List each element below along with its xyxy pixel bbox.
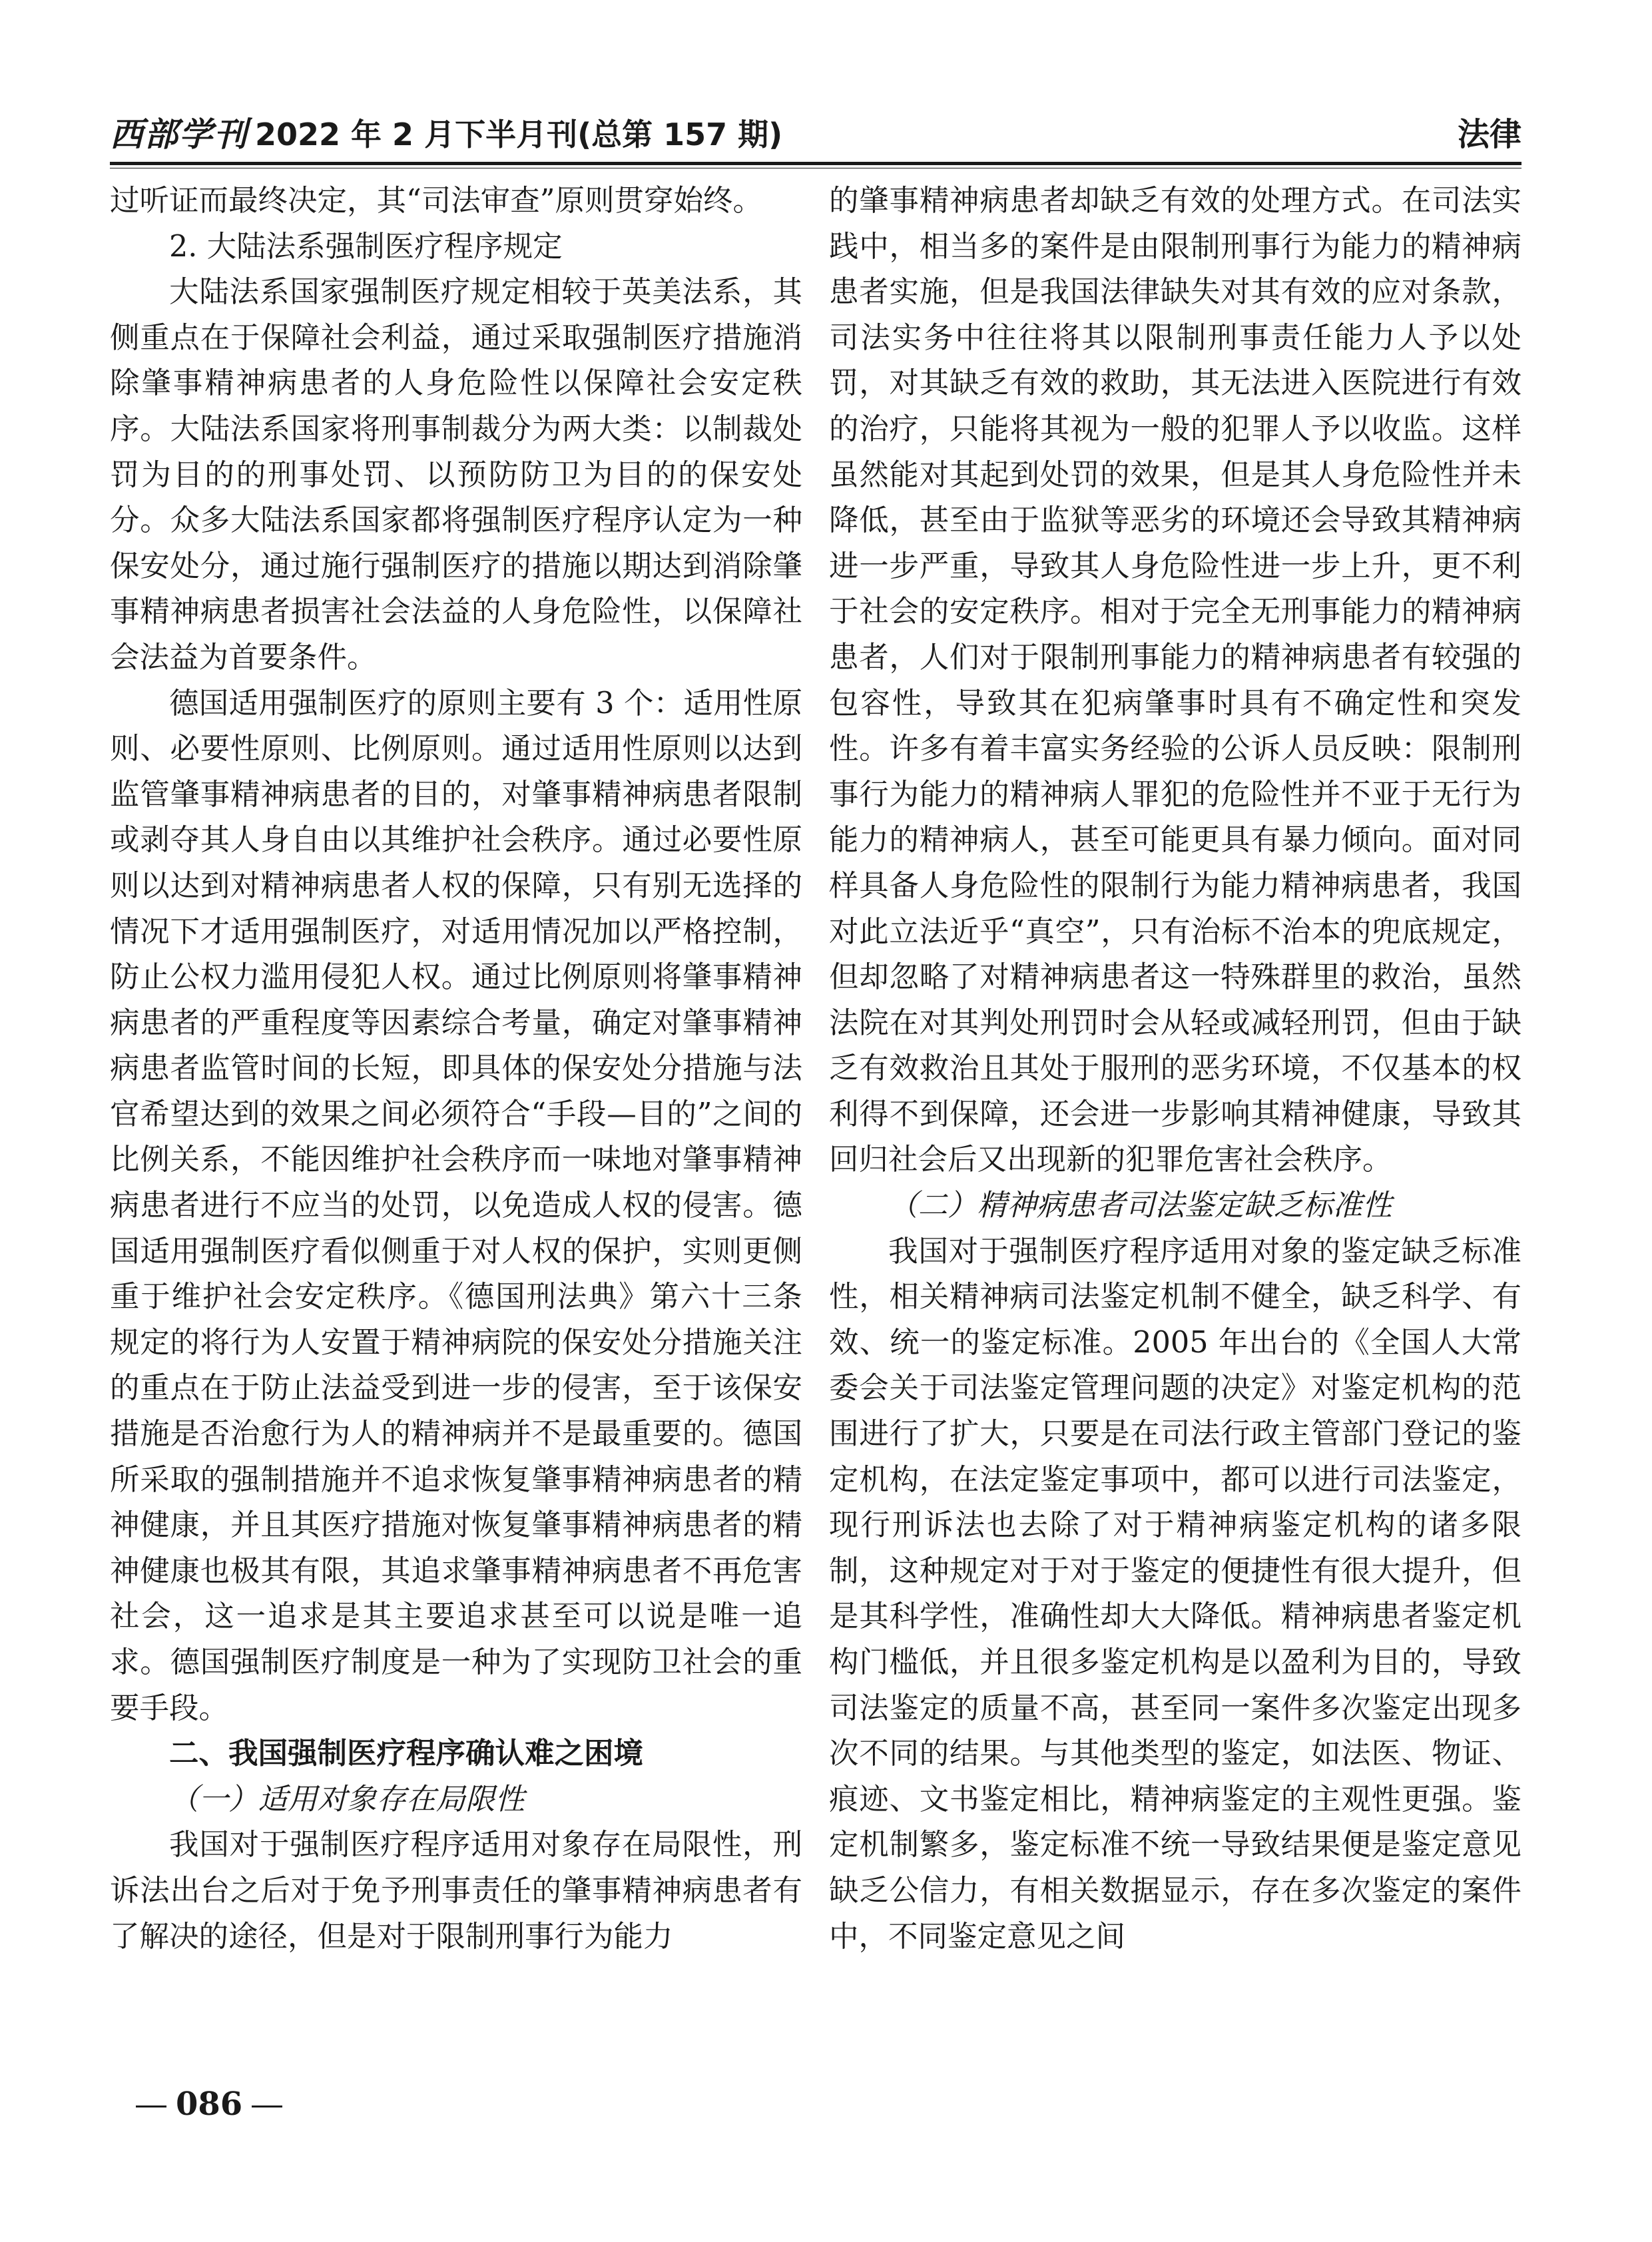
section-heading: 二、我国强制医疗程序确认难之困境	[169, 1737, 644, 1771]
header-rule	[110, 162, 1521, 165]
section-heading: （一）适用对象存在局限性	[169, 1782, 525, 1817]
page-number: 086	[176, 2086, 243, 2123]
paragraph: 过听证而最终决定，其“司法审查”原则贯穿始终。	[110, 184, 763, 218]
paragraph: 我国对于强制医疗程序适用对象的鉴定缺乏标准性，相关精神病司法鉴定机制不健全，缺乏科学、有效、统一的鉴定标准。2005 年出台的《全国人大常委会关于司法鉴定管理问题的决定》对鉴定机构的范围进行了扩大，只要是在司法行政主管部门登记的鉴定机构，在法定鉴定事项中，都可以进行司法鉴定，现行刑诉法也去除了对于精神病鉴定机构的诸多限制，这种规定对于对于鉴定的便捷性有很大提升，但是其科学性，准确性却大大降低。精神病患者鉴定机构门槛低，并且很多鉴定机构是以盈利为目的，导致司法鉴定的质量不高，甚至同一案件多次鉴定出现多次不同的结果。与其他类型的鉴定，如法医、物证、痕迹、文书鉴定相比，精神病鉴定的主观性更强。鉴定机制繁多，鉴定标准不统一导致结果便是鉴定意见缺乏公信力，有相关数据显示，存在多次鉴定的案件中，不同鉴定意见之间	[829, 1234, 1521, 1954]
page-footer	[127, 2084, 292, 2124]
running-header	[110, 112, 1521, 160]
folio-dash-left	[136, 2105, 166, 2107]
paragraph: 德国适用强制医疗的原则主要有 3 个：适用性原则、必要性原则、比例原则。通过适用性原则以达到监管肇事精神病患者的目的，对肇事精神病患者限制或剥夺其人身自由以其维护社会秩序。通过必要性原则以达到对精神病患者人权的保障，只有别无选择的情况下才适用强制医疗，对适用情况加以严格控制，防止公权力滥用侵犯人权。通过比例原则将肇事精神病患者的严重程度等因素综合考量，确定对肇事精神病患者监管时间的长短，即具体的保安处分措施与法官希望达到的效果之间必须符合“手段—目的”之间的比例关系，不能因维护社会秩序而一味地对肇事精神病患者进行不应当的处罚，以免造成人权的侵害。德国适用强制医疗看似侧重于对人权的保护，实则更侧重于维护社会安定秩序。《德国刑法典》第六十三条规定的将行为人安置于精神病院的保安处分措施关注的重点在于防止法益受到进一步的侵害，至于该保安措施是否治愈行为人的精神病并不是最重要的。德国所采取的强制措施并不追求恢复肇事精神病患者的精神健康，并且其医疗措施对恢复肇事精神病患者的精神健康也极其有限，其追求肇事精神病患者不再危害社会，这一追求是其主要追求甚至可以说是唯一追求。德国强制医疗制度是一种为了实现防卫社会的重要手段。	[110, 686, 802, 1725]
journal-logo: 西部学刊	[110, 115, 248, 154]
section-heading: 2. 大陆法系强制医疗程序规定	[169, 229, 563, 264]
right-column	[829, 178, 1521, 1960]
folio-dash-right	[252, 2105, 282, 2107]
paragraph: 我国对于强制医疗程序适用对象存在局限性，刑诉法出台之后对于免予刑事责任的肇事精神病患者有了解决的途径，但是对于限制刑事行为能力	[110, 1828, 802, 1954]
paragraph: 的肇事精神病患者却缺乏有效的处理方式。在司法实践中，相当多的案件是由限制刑事行为能力的精神病患者实施，但是我国法律缺失对其有效的应对条款，司法实务中往往将其以限制刑事责任能力人予以处罚，对其缺乏有效的救助，其无法进入医院进行有效的治疗，只能将其视为一般的犯罪人予以收监。这样虽然能对其起到处罚的效果，但是其人身危险性并未降低，甚至由于监狱等恶劣的环境还会导致其精神病进一步严重，导致其人身危险性进一步上升，更不利于社会的安定秩序。相对于完全无刑事能力的精神病患者，人们对于限制刑事能力的精神病患者有较强的包容性，导致其在犯病肇事时具有不确定性和突发性。许多有着丰富实务经验的公诉人员反映：限制刑事行为能力的精神病人罪犯的危险性并不亚于无行为能力的精神病人，甚至可能更具有暴力倾向。面对同样具备人身危险性的限制行为能力精神病患者，我国对此立法近乎“真空”，只有治标不治本的兜底规定，但却忽略了对精神病患者这一特殊群里的救治，虽然法院在对其判处刑罚时会从轻或减轻刑罚，但由于缺乏有效救治且其处于服刑的恶劣环境，不仅基本的权利得不到保障，还会进一步影响其精神健康，导致其回归社会后又出现新的犯罪危害社会秩序。	[829, 184, 1521, 1177]
left-column	[110, 178, 802, 1960]
issue-info: 2022 年 2 月下半月刊(总第 157 期)	[255, 117, 783, 152]
section-label: 法律	[1457, 116, 1521, 153]
paragraph: 大陆法系国家强制医疗规定相较于英美法系，其侧重点在于保障社会利益，通过采取强制医疗措施消除肇事精神病患者的人身危险性以保障社会安定秩序。大陆法系国家将刑事制裁分为两大类：以制裁处罚为目的的刑事处罚、以预防防卫为目的的保安处分。众多大陆法系国家都将强制医疗程序认定为一种保安处分，通过施行强制医疗的措施以期达到消除肇事精神病患者损害社会法益的人身危险性，以保障社会法益为首要条件。	[110, 275, 802, 675]
section-heading: （二）精神病患者司法鉴定缺乏标准性	[888, 1189, 1392, 1223]
